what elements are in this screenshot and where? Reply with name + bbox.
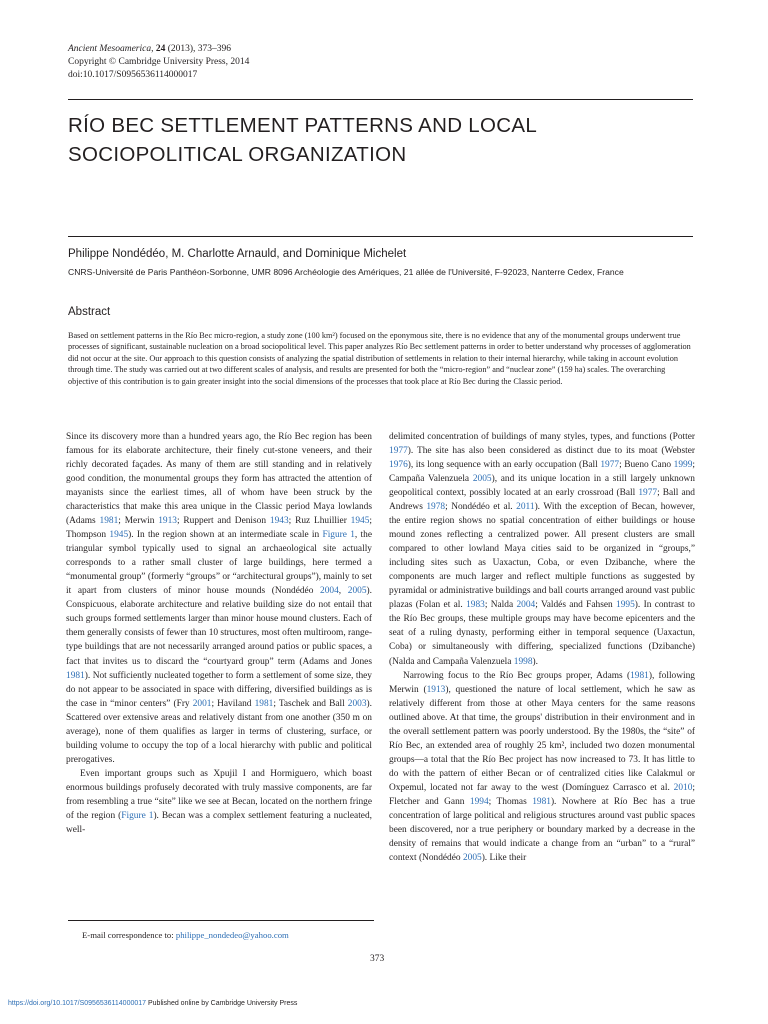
journal-volume: 24 [155,44,166,54]
journal-citation: Ancient Mesoamerica, 24 (2013), 373–396 [68,44,232,54]
citation-link[interactable]: 1995 [616,600,635,611]
abstract-heading: Abstract [68,306,111,318]
citation-link[interactable]: 1981 [99,516,119,527]
title-top-rule [68,99,693,100]
journal-copyright: Copyright © Cambridge University Press, 2014 [68,57,250,67]
journal-pages: (2013), 373–396 [165,44,232,54]
journal-name: Ancient Mesoamerica [68,44,152,54]
citation-link[interactable]: 1977 [600,460,620,471]
journal-doi: doi:10.1017/S0956536114000017 [68,70,198,80]
paragraph-left-2: Even important groups such as Xpujil I and Hormiguero, which boast enormous buildings profusely decorated with truly massive components, are far from resembling a true “site” like we see at Becan, located on the northern fringe of the region (Figure 1). Becan was a complex settlement featuring a nucleated, well- [66,768,372,835]
citation-link[interactable]: 1999 [673,460,693,471]
authors-top-rule [68,236,693,237]
citation-link[interactable]: 1977 [389,446,408,457]
published-online-text: Published online by Cambridge University Press [146,1000,298,1007]
doi-footer-link[interactable]: https://doi.org/10.1017/S0956536114000017 [8,1000,147,1007]
citation-link[interactable]: 1913 [158,516,177,527]
affiliation: CNRS-Université de Paris Panthéon-Sorbonne, UMR 8096 Archéologie des Amériques, 21 allée de l'Université, F-92023, Nanterre Cedex, France [68,267,624,277]
abstract-text: Based on settlement patterns in the Río Bec micro-region, a study zone (100 km²) focused on the eponymous site, there is no evidence that any of the monumental groups underwent true processes of significant, sustainable nucleation on a broad sociopolitical level. This paper analyzes Río Bec settlement patterns in order to better understand why processes of agglomeration did not occur at the site. Our approach to this question consists of analyzing the spatial distribution of settlements in relation to their internal hierarchy, while taking in account evolution through time. The study was carried out at two different scales of analysis, and results are presented for both the “micro-region” and “nuclear zone” (159 ha) scales. The overarching objective of this contribution is to gain greater insight into the social dimensions of the processes that took place at Río Bec during the Classic period. [68,331,691,386]
citation-link[interactable]: 2005 [462,852,482,863]
citation-link[interactable]: 1983 [466,600,485,611]
citation-link[interactable]: 2001 [192,698,212,709]
footnote-label: E-mail correspondence to: [82,930,176,940]
citation-link[interactable]: 2011 [516,502,535,513]
citation-link[interactable]: 1981 [66,670,85,681]
citation-link[interactable]: 1943 [269,516,289,527]
citation-link[interactable]: 1981 [254,698,274,709]
citation-link[interactable]: 2010 [673,782,693,793]
citation-link[interactable]: 1945 [109,530,129,541]
paragraph-right-1: delimited concentration of buildings of many styles, types, and functions (Potter 1977). The site has also been considered as distinct due to its moat (Webster 1976), its long sequence with an early occupation (Ball 1977; Bueno Cano 1999; Campaña Valenzuela 2005), and its unique location in a still largely unknown geopolitical context, possibly located at an early crossroad (Ball 1977; Ball and Andrews 1978; Nondédéo et al. 2011). With the exception of Becan, however, the entire region shows no spatial concentration of either buildings or house mound zones reflecting a centralized power. All present clusters are small compared to other lowland Maya cities said to be organized in “groups,” including sites such as Uaxactun, Coba, or even Dzibanche, where the components are much larger and reflect multiple functions as suggested by pyramidal or administrative buildings and ball courts arranged around vast public plazas (Folan et al. 1983; Nalda 2004; Valdés and Fahsen 1995). In contrast to the Río Bec groups, these multiple groups may have become epicenters and the seat of a ruling dynasty, performing either in temporal sequence (Uaxactun, Coba) or simultaneously with differing, specialized functions (Dzibanche) (Nalda and Campaña Valenzuela 1998). [389,432,695,667]
footnote-rule [68,920,374,921]
citation-link[interactable]: 1981 [630,670,649,681]
authors: Philippe Nondédéo, M. Charlotte Arnauld, and Dominique Michelet [68,248,407,260]
page-number: 373 [370,954,385,964]
paper-title-line-2: SOCIOPOLITICAL ORGANIZATION [68,143,407,166]
paragraph-left-1: Since its discovery more than a hundred years ago, the Río Bec region has been famous for its elaborate architecture, their finely cut-stone veneers, and their richly decorated façades. As many of them are still standing and in relatively good condition, the monumental groups they form has attracted the attention of mayanists since the earliest times, all of whom have been struck by the characteristics that make this area unique in the Classic period Maya lowlands (Adams 1981; Merwin 1913; Ruppert and Denison 1943; Ruz Lhuillier 1945; Thompson 1945). In the region shown at an intermediate scale in Figure 1, the triangular symbol typically used to signal an archaeological site actually corresponds to a rather small cluster of large buildings, here termed a “monumental group” (formerly “groups” or “architectural groups”), mainly to set it apart from clusters of minor house mounds (Nondédéo 2004, 2005). Conspicuous, elaborate architecture and relative building size do not entail that such groups formed settlements larger than minor house mound clusters. Each of them generally consists of fewer than 10 structures, most often multiroom, range-type buildings that are not necessarily arranged around patios or public spaces, a fact that invites us to discard the “courtyard group” term (Adams and Jones 1981). Not sufficiently nucleated together to form a settlement of some size, they do not appear to be associated in space with differing, diversified buildings as is the case in “minor centers” (Fry 2001; Haviland 1981; Taschek and Ball 2003). Scattered over extensive areas and relatively distant from one another (350 m on average), none of them qualifies as larger in terms of clustering, surface, or building volume to occupy the top of a local hierarchy with public and political prerogatives. [66,432,373,765]
figure-link[interactable]: Figure 1 [121,810,154,821]
citation-link[interactable]: 1981 [532,796,551,807]
body-column-right [389,430,695,865]
email-link[interactable]: philippe_nondedeo@yahoo.com [175,930,289,940]
citation-link[interactable]: 1976 [389,460,408,471]
citation-link[interactable]: 1994 [469,796,489,807]
citation-link[interactable]: 1998 [513,656,533,667]
citation-link[interactable]: 2004 [320,586,339,597]
citation-link[interactable]: 1978 [426,502,446,513]
figure-link[interactable]: Figure 1 [322,530,355,541]
citation-link[interactable]: 2003 [347,698,367,709]
citation-link[interactable]: 1945 [350,516,370,527]
citation-link[interactable]: 2004 [516,600,536,611]
citation-link[interactable]: 2005 [347,586,367,597]
citation-link[interactable]: 2005 [472,474,492,485]
body-column-left [66,430,372,837]
paper-title-line-1: RÍO BEC SETTLEMENT PATTERNS AND LOCAL [68,114,538,137]
paper-title [68,111,688,169]
footnote [82,930,289,940]
doi-footer [8,1000,297,1007]
journal-header [68,43,249,82]
citation-link[interactable]: 1977 [638,488,658,499]
citation-link[interactable]: 1913 [426,684,446,695]
paragraph-right-2: Narrowing focus to the Río Bec groups proper, Adams (1981), following Merwin (1913), questioned the nature of local settlement, which he saw as relatively different from those at other Maya centers for the same reasons outlined above. At that time, the groups' distribution in their environment and in the overall settlement pattern was poorly understood. By the 1980s, the “site” of Río Bec, an extended area of roughly 25 km², included two dozen monumental groups—a total that the Río Bec project has now increased to 73. It has little to do with the pattern of either Becan or of centralized cities like Calakmul or Oxpemul, located not far away to the west (Domínguez Carrasco et al. 2010; Fletcher and Gann 1994; Thomas 1981). Nowhere at Río Bec has a true concentration of large political and religious structures around vast public spaces been discovered, nor a true periphery or boundary marked by a decrease in the density of remains that would indicate a change from an “urban” to a “rural” context (Nondédéo 2005). Like their [389,670,695,863]
